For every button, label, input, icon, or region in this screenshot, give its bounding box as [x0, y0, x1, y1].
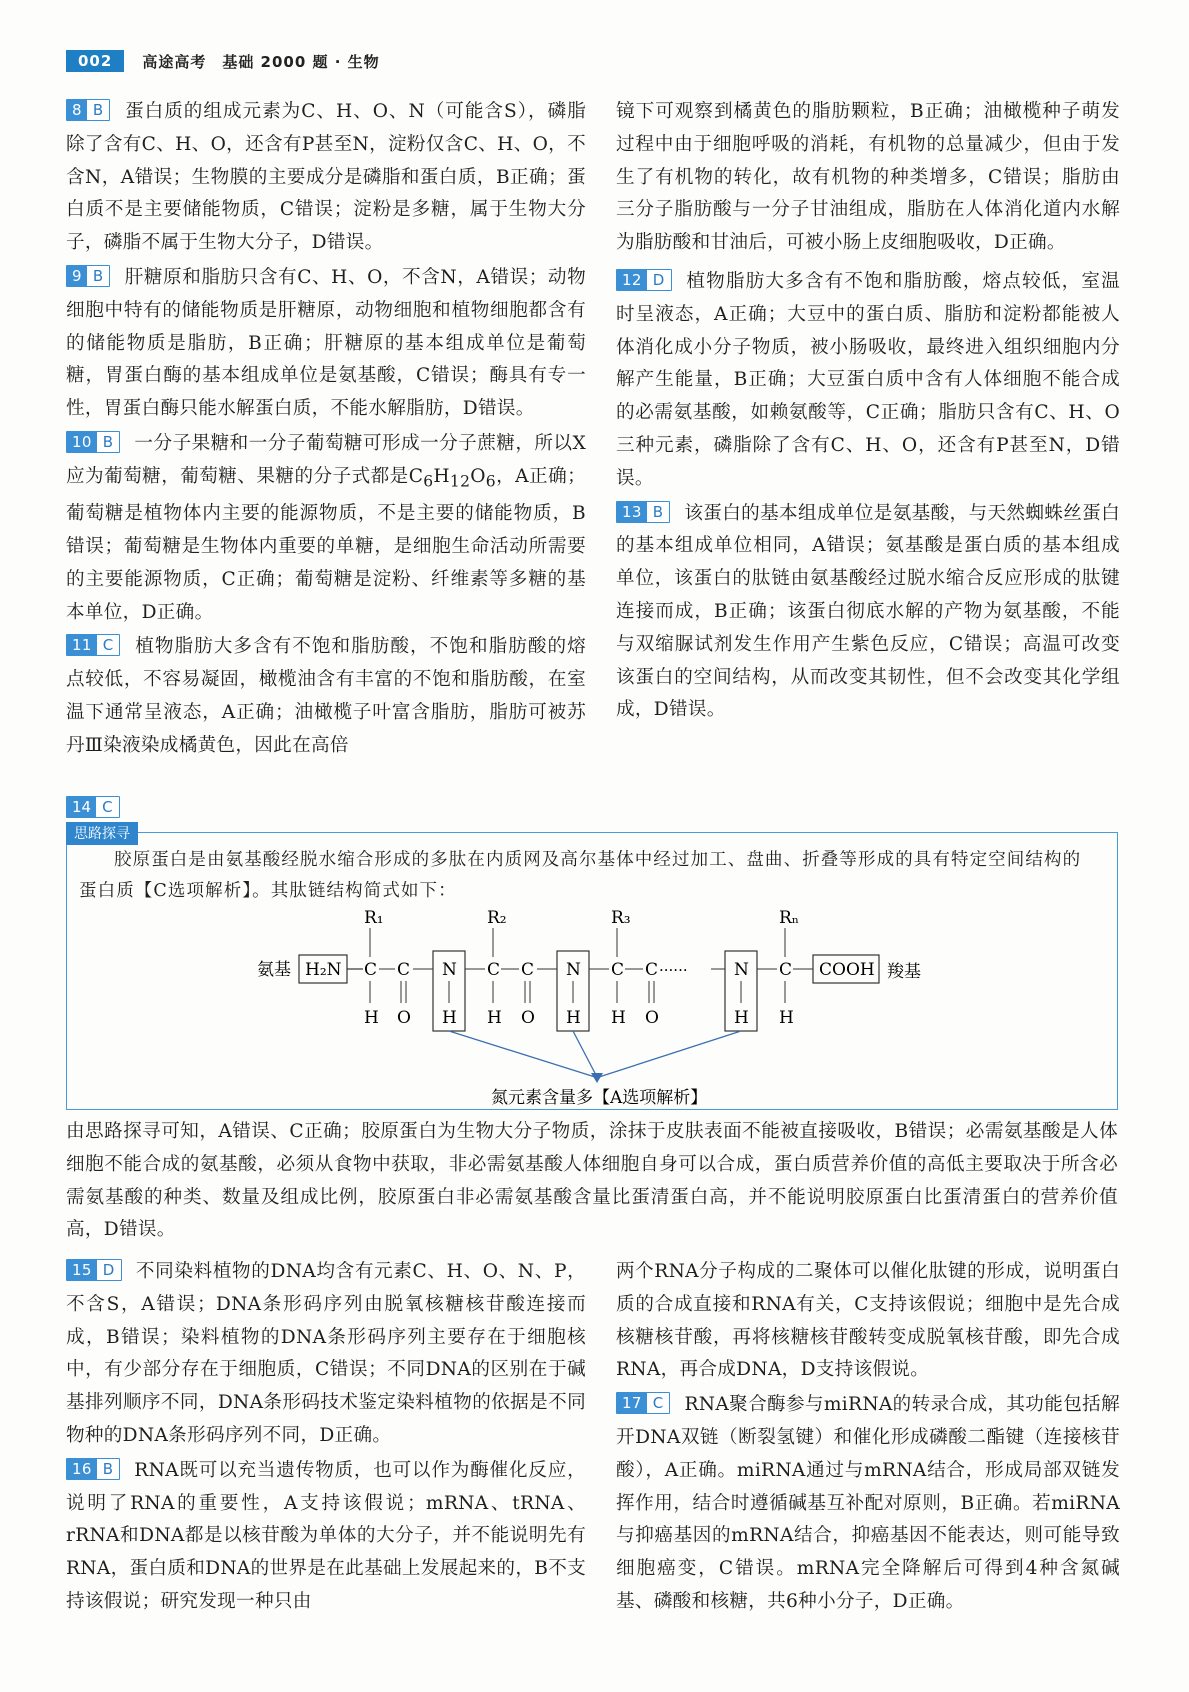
answer-q17: 17 C RNA聚合酶参与miRNA的转录合成，其功能包括解开DNA双链（断裂氢键）和催化形成磷酸二酯键（连接核苷酸），A正确。miRNA通过与mRNA结合，形成局部双链发挥作用，结合时遵循碱基互补配对原则，B正确。若miRNA与抑癌基因的mRNA结合，抑癌基因不能表达，则可能导致细胞癌变，C错误。mRNA完全降解后可得到4种含氮碱基、磷酸和核糖，共6种小分子，D正确。 [616, 1394, 1120, 1612]
o1-text: O [397, 1008, 411, 1028]
answer-q8: 8 B 蛋白质的组成元素为C、H、O、N（可能含S），磷脂除了含有C、H、O，还含有P甚至N，淀粉仅含C、H、O，不含N，A错误；生物膜的主要成分是磷脂和蛋白质，B正确；蛋白质不是主要储能物质，C错误；淀粉是多糖，属于生物大分子，磷脂不属于生物大分子，D错误。 [66, 101, 586, 254]
question-badge: 17 C [616, 1392, 670, 1414]
answer-q10: 10 B 一分子果糖和一分子葡萄糖可形成一分子蔗糖，所以X应为葡萄糖，葡萄糖、果糖的分子式都是$C_6H_{12}O_6$，A正确；葡萄糖是植物体内主要的能源物质，不是主要的储能物质，B错误；葡萄糖是生物体内重要的单糖，是细胞生命活动所需要的主要能源物质，C正确；葡萄糖是淀粉、纤维素等多糖的基本单位，D正确。 [66, 432, 586, 623]
left-column-bottom [66, 1256, 586, 1621]
answer-q14-explanation: 由思路探寻可知，A错误、C正确；胶原蛋白为生物大分子物质，涂抹于皮肤表面不能被直接吸收，B错误；必需氨基酸是人体细胞不能合成的氨基酸，必须从食物中获取，非必需氨基酸人体细胞自身可以合成，蛋白质营养价值的高低主要取决于所含必需氨基酸的种类、数量及组成比例，胶原蛋白非必需氨基酸含量比蛋清蛋白高，并不能说明胶原蛋白比蛋清蛋白的营养价值高，D错误。 [66, 1121, 1118, 1241]
thinking-text: 胶原蛋白是由氨基酸经脱水缩合形成的多肽在内质网及高尔基体中经过加工、盘曲、折叠等形成的具有特定空间结构的蛋白质【C选项解析】。其肽链结构简式如下： [79, 850, 1082, 901]
r1-text: R₁ [364, 908, 384, 928]
carboxyl-label: 羧基 [887, 962, 921, 982]
question-badge: 14 C [66, 796, 120, 818]
cn-text: C [779, 960, 793, 980]
question-badge: 16 B [66, 1458, 120, 1480]
book-title: 高途高考 基础 2000 题 · 生物 [142, 52, 380, 71]
o2-text: O [521, 1008, 535, 1028]
r3-text: R₃ [611, 908, 631, 928]
c4-text: C [521, 960, 535, 980]
nh1-text: H [442, 1008, 457, 1028]
answer-q15: 15 D 不同染料植物的DNA均含有元素C、H、O、N、P，不含S，A错误；DNA条形码序列由脱氧核糖核苷酸连接而成，B错误；染料植物的DNA条形码序列主要存在于细胞核中，有少部分存在于细胞质，C错误；不同DNA的区别在于碱基排列顺序不同，DNA条形码技术鉴定染料植物的依据是不同物种的DNA条形码序列不同，D正确。 [66, 1261, 586, 1446]
cooh-text: COOH [819, 960, 875, 980]
thinking-tag: 思路探寻 [66, 822, 138, 845]
rn-text: Rₙ [779, 908, 800, 928]
question-badge: 13 B [616, 501, 670, 523]
hn-text: H [779, 1008, 794, 1028]
n1-text: N [442, 960, 457, 980]
n2-text: N [566, 960, 581, 980]
h2-text: H [487, 1008, 502, 1028]
question-badge: 12 D [616, 269, 672, 291]
c2-text: C [397, 960, 411, 980]
question-badge: 9 B [66, 265, 110, 287]
right-column-top [616, 96, 1120, 729]
question-badge: 15 D [66, 1259, 122, 1281]
c3-text: C [487, 960, 501, 980]
h2n-text: H₂N [305, 960, 342, 980]
answer-q12: 12 D 植物脂肪大多含有不饱和脂肪酸，熔点较低，室温时呈液态，A正确；大豆中的蛋白质、脂肪和淀粉都能被人体消化成小分子物质，被小肠吸收，最终进入组织细胞内分解产生能量，B正确；大豆蛋白质中含有人体细胞不能合成的必需氨基酸，如赖氨酸等，C正确；脂肪只含有C、H、O三种元素，磷脂除了含有C、H、O，还含有P甚至N，D错误。 [616, 270, 1120, 489]
nitrogen-note: 氮元素含量多【A选项解析】 [491, 1088, 708, 1108]
c1-text: C [364, 960, 378, 980]
c6-text: C [645, 960, 659, 980]
answer-q11-continued: 镜下可观察到橘黄色的脂肪颗粒，B正确；油橄榄种子萌发过程中由于细胞呼吸的消耗，有机物的总量减少，但由于发生了有机物的转化，故有机物的种类增多，C错误；脂肪由三分子脂肪酸与一分子甘油组成，脂肪在人体消化道内水解为脂肪酸和甘油后，可被小肠上皮细胞吸收，D正确。 [616, 101, 1120, 254]
page-number: 002 [66, 50, 124, 72]
amino-label: 氨基 [257, 960, 291, 980]
r2-text: R₂ [487, 908, 507, 928]
answer-q9: 9 B 肝糖原和脂肪只含有C、H、O，不含N，A错误；动物细胞中特有的储能物质是肝糖原，动物细胞和植物细胞都含有的储能物质是脂肪，B正确；肝糖原的基本组成单位是葡萄糖，胃蛋白酶的基本组成单位是氨基酸，C错误；酶具有专一性，胃蛋白酶只能水解蛋白质，不能水解脂肪，D错误。 [66, 266, 586, 420]
question-badge: 11 C [66, 634, 120, 656]
answer-q13: 13 B 该蛋白的基本组成单位是氨基酸，与天然蜘蛛丝蛋白的基本组成单位相同，A错误；氨基酸是蛋白质的基本组成单位，该蛋白的肽链由氨基酸经过脱水缩合反应形成的肽键连接而成，B正确；该蛋白彻底水解的产物为氨基酸，不能与双缩脲试剂发生作用产生紫色反应，C错误；高温可改变该蛋白的空间结构，从而改变其韧性，但不会改变其化学组成，D错误。 [616, 502, 1120, 721]
h1-text: H [364, 1008, 379, 1028]
nn-text: N [734, 960, 749, 980]
chain-dots: ······ [659, 961, 688, 979]
o3-text: O [645, 1008, 659, 1028]
c5-text: C [611, 960, 625, 980]
answer-q16: 16 B RNA既可以充当遗传物质，也可以作为酶催化反应，说明了RNA的重要性，A支持该假说；mRNA、tRNA、rRNA和DNA都是以核苷酸为单体的大分子，并不能说明先有RNA，蛋白质和DNA的世界是在此基础上发展起来的，B不支持该假说；研究发现一种只由 [66, 1459, 586, 1612]
thinking-box [66, 832, 1118, 1110]
h3-text: H [611, 1008, 626, 1028]
answer-q14 [66, 796, 134, 818]
nhn-text: H [734, 1008, 749, 1028]
question-badge: 8 B [66, 99, 110, 121]
page-header [66, 46, 1126, 76]
question-badge: 10 B [66, 431, 120, 453]
peptide-structure-diagram [67, 833, 1119, 1111]
nh2-text: H [566, 1008, 581, 1028]
answer-q16-continued: 两个RNA分子构成的二聚体可以催化肽键的形成，说明蛋白质的合成直接和RNA有关，C支持该假说；细胞中是先合成核糖核苷酸，再将核糖核苷酸转变成脱氧核苷酸，即先合成RNA，再合成DNA，D支持该假说。 [616, 1261, 1120, 1381]
answer-q11: 11 C 植物脂肪大多含有不饱和脂肪酸，不饱和脂肪酸的熔点较低，不容易凝固，橄榄油含有丰富的不饱和脂肪酸，在室温下通常呈液态，A正确；油橄榄子叶富含脂肪，脂肪可被苏丹Ⅲ染液染成橘黄色，因此在高倍 [66, 636, 586, 756]
left-column-top [66, 96, 586, 765]
right-column-bottom [616, 1256, 1120, 1621]
